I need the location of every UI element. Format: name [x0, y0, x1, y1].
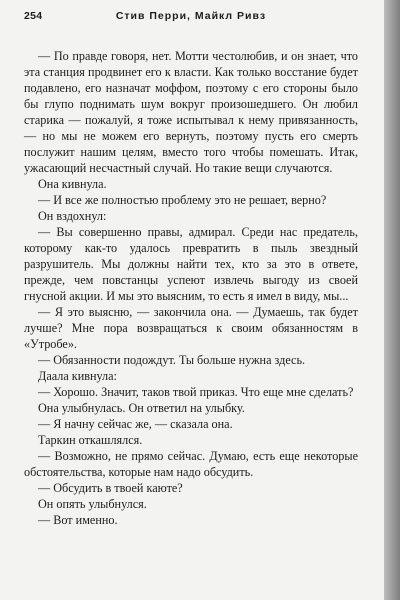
page-number: 254: [24, 10, 43, 22]
paragraph: — Я начну сейчас же, — сказала она.: [38, 417, 233, 431]
paragraph: Он опять улыбнулся.: [38, 497, 147, 511]
body-text: [24, 48, 358, 528]
paragraph: Она улыбнулась. Он ответил на улыбку.: [38, 401, 245, 415]
paragraph: Таркин откашлялся.: [38, 433, 143, 447]
paragraph: Он вздохнул:: [38, 209, 107, 223]
page-edge-shadow: [384, 0, 400, 600]
paragraph: — И все же полностью проблему это не решает, верно?: [38, 193, 327, 207]
paragraph: — Обсудить в твоей каюте?: [38, 481, 183, 495]
page-header: [24, 10, 358, 30]
running-head: Стив Перри, Майкл Ривз: [115, 10, 267, 22]
paragraph: — Возможно, не прямо сейчас. Думаю, есть еще некоторые обстоятельства, которые нам надо обсудить.: [24, 449, 358, 479]
paragraph: — Вот именно.: [38, 513, 118, 527]
paragraph: Даала кивнула:: [38, 369, 117, 383]
paragraph: — Я это выясню, — закончила она. — Думаешь, так будет лучше? Мне пора возвращаться к своим обязанностям в «Утробе».: [24, 305, 358, 351]
paragraph: — По правде говоря, нет. Мотти честолюбив, и он знает, что эта станция продвинет его к власти. Как только восстание будет подавлено, его назначат моффом, поэтому с его стороны было бы глупо поднимать шум вокруг произошедшего. Он любил старика — пожалуй, я тоже испытывал к нему привязанность, — но мы не можем его вернуть, поэтому пусть его смерть послужит нашим целям, вместо того чтобы помешать. Итак, ужасающий несчастный случай. Но такие вещи случаются.: [24, 49, 358, 175]
paragraph: Она кивнула.: [38, 177, 107, 191]
paragraph: — Обязанности подождут. Ты больше нужна здесь.: [38, 353, 306, 367]
paragraph: — Хорошо. Значит, таков твой приказ. Что еще мне сделать?: [38, 385, 354, 399]
paragraph: — Вы совершенно правы, адмирал. Среди нас предатель, которому как-то удалось превратить в пыль звездный разрушитель. Мы должны найти тех, кто за это в ответе, прежде, чем повстанцы успеют извлечь выгоду из своей гнусной акции. И мы это выясним, то есть я имел в виду, мы...: [24, 225, 358, 303]
